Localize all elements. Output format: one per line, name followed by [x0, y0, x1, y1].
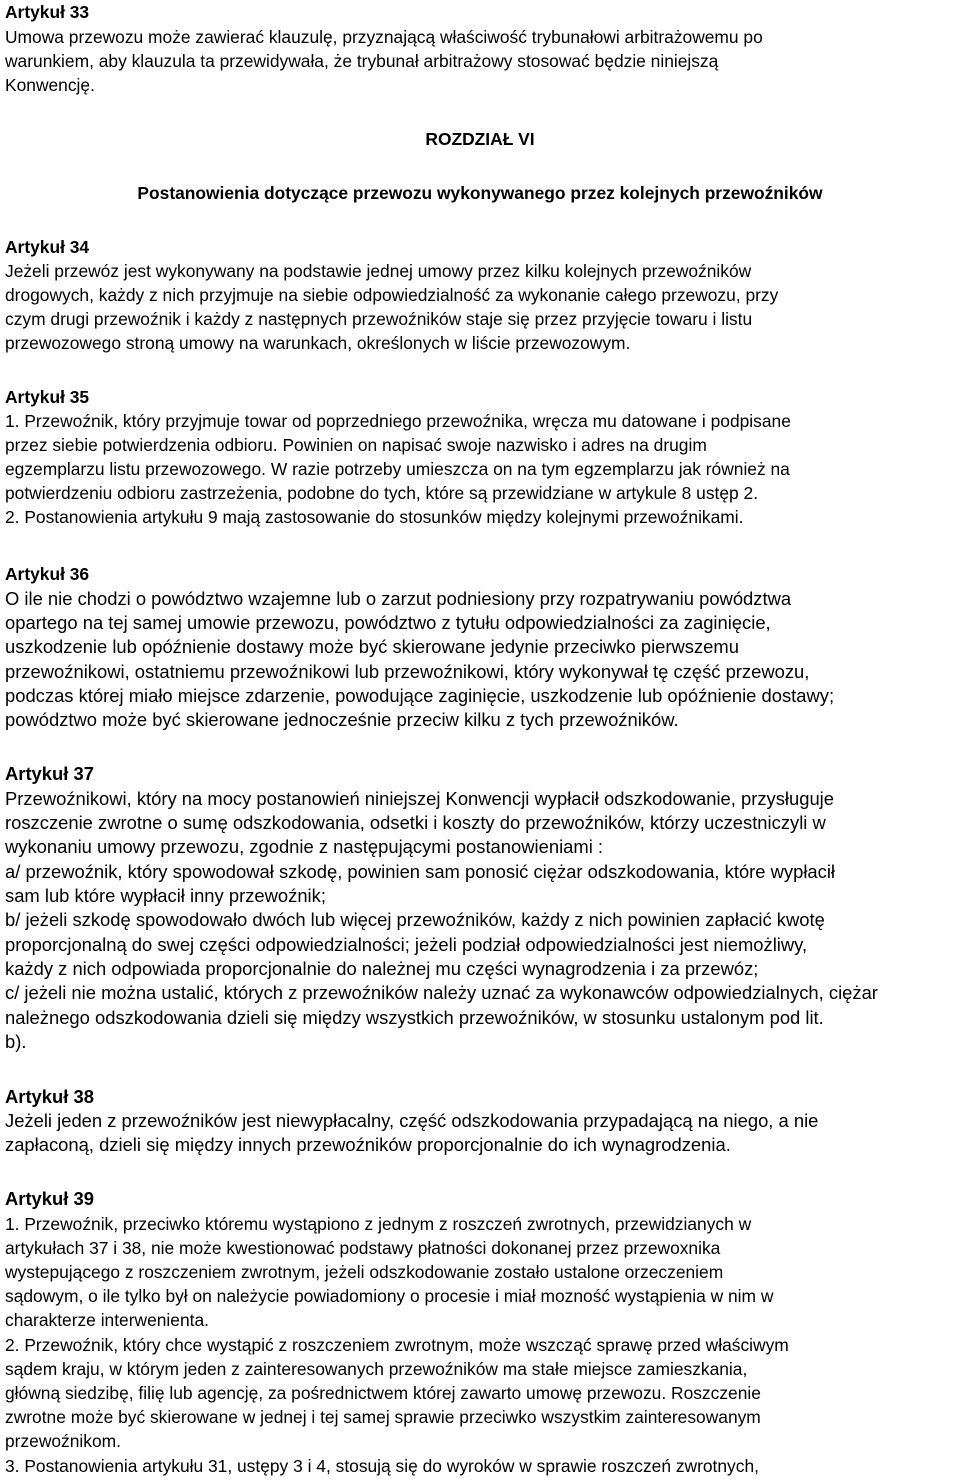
text-line: czym drugi przewoźnik i każdy z następnych przewoźników staje się przez przyjęcie towaru i listu [5, 309, 753, 329]
text-line: warunkiem, aby klauzula ta przewidywała, że trybunał arbitrażowy stosować będzie niniejszą [5, 51, 719, 71]
text-line: wykonaniu umowy przewozu, zgodnie z następującymi postanowieniami : [5, 836, 604, 857]
text-line: podczas której miało miejsce zdarzenie, powodujące zaginięcie, uszkodzenie lub opóźnienie dostawy; [5, 685, 835, 706]
text-line: uszkodzenie lub opóźnienie dostawy może być skierowane jedynie przeciwko pierwszemu [5, 636, 739, 657]
text-line: zwrotne może być skierowane w jednej i tej samej sprawie przeciwko wszystkim zainteresowanym [5, 1407, 761, 1427]
text-line: Jeżeli przewóz jest wykonywany na podstawie jednej umowy przez kilku kolejnych przewoźników [5, 261, 752, 281]
text-line: Umowa przewozu może zawierać klauzulę, przyznającą właściwość trybunałowi arbitrażowemu po [5, 27, 763, 47]
text-line: Jeżeli jeden z przewoźników jest niewypłacalny, część odszkodowania przypadającą na niego, a nie [5, 1110, 819, 1131]
article-34-heading: Artykuł 34 [5, 237, 90, 257]
article-33-heading: Artykuł 33 [5, 2, 90, 22]
text-line: przez siebie potwierdzenia odbioru. Powinien on napisać swoje nazwisko i adres na drugim [5, 435, 707, 455]
text-line: 3. Postanowienia artykułu 31, ustępy 3 i 4, stosują się do wyroków w sprawie roszczeń zwrotnych, [5, 1456, 759, 1476]
chapter-subheading: Postanowienia dotyczące przewozu wykonywanego przez kolejnych przewoźników [137, 183, 823, 203]
article-36-heading: Artykuł 36 [5, 564, 90, 584]
text-line: potwierdzeniu odbioru zastrzeżenia, podobne do tych, które są przewidziane w artykule 8 ustęp 2. [5, 483, 759, 503]
text-line: opartego na tej samej umowie przewozu, powództwo z tytułu odpowiedzialności za zaginięcie, [5, 612, 771, 633]
text-line: każdy z nich odpowiada proporcjonalnie do należnej mu części wynagrodzenia i za przewóz; [5, 958, 759, 979]
text-line: O ile nie chodzi o powództwo wzajemne lub o zarzut podniesiony przy rozpatrywaniu powództwa [5, 588, 792, 609]
text-line: b/ jeżeli szkodę spowodowało dwóch lub więcej przewoźników, każdy z nich powinien zapłacić kwotę [5, 909, 825, 930]
text-line: Przewoźnikowi, który na mocy postanowień niniejszej Konwencji wypłacił odszkodowanie, przysługuje [5, 788, 834, 809]
text-line: powództwo może być skierowane jednocześnie przeciw kilku z tych przewoźników. [5, 709, 679, 730]
text-line: 2. Przewoźnik, który chce wystąpić z roszczeniem zwrotnym, może wszcząć sprawę przed właściwym [5, 1335, 789, 1355]
text-line: artykułach 37 i 38, nie może kwestionować podstawy płatności dokonanej przez przewoxnika [5, 1238, 721, 1258]
text-line: 1. Przewoźnik, przeciwko któremu wystąpiono z jednym z roszczeń zwrotnych, przewidzianych w [5, 1214, 752, 1234]
text-line: przewozowego stroną umowy na warunkach, określonych w liście przewozowym. [5, 333, 631, 353]
text-line: 2. Postanowienia artykułu 9 mają zastosowanie do stosunków między kolejnymi przewoźnikami. [5, 507, 744, 527]
text-line: proporcjonalną do swej części odpowiedzialności; jeżeli podział odpowiedzialności jest niemożliwy, [5, 934, 808, 955]
text-line: b). [5, 1031, 27, 1052]
text-line: c/ jeżeli nie można ustalić, których z przewoźników należy uznać za wykonawców odpowiedzialnych, ciężar [5, 982, 878, 1003]
text-line: egzemplarzu listu przewozowego. W razie potrzeby umieszcza on na tym egzemplarzu jak również na [5, 459, 790, 479]
text-line: Konwencję. [5, 75, 95, 95]
text-line: sam lub które wypłacił inny przewoźnik; [5, 885, 326, 906]
text-line: charakterze interwenienta. [5, 1310, 209, 1330]
text-line: 1. Przewoźnik, który przyjmuje towar od poprzedniego przewoźnika, wręcza mu datowane i podpisane [5, 411, 791, 431]
article-38-heading: Artykuł 38 [5, 1086, 94, 1107]
article-37-heading: Artykuł 37 [5, 763, 94, 784]
text-line: zapłaconą, dzieli się między innych przewoźników proporcjonalnie do ich wynagrodzenia. [5, 1134, 731, 1155]
article-39-heading: Artykuł 39 [5, 1188, 94, 1209]
article-35-heading: Artykuł 35 [5, 387, 90, 407]
text-line: wystepującego z roszczeniem zwrotnym, jeżeli odszkodowanie zostało ustalone orzeczeniem [5, 1262, 724, 1282]
text-line: roszczenie zwrotne o sumę odszkodowania, odsetki i koszty do przewoźników, którzy uczestniczyli w [5, 812, 826, 833]
text-line: drogowych, każdy z nich przyjmuje na siebie odpowiedzialność za wykonanie całego przewozu, przy [5, 285, 779, 305]
text-line: główną siedzibę, filię lub agencję, za pośrednictwem której zawarto umowę przewozu. Roszczenie [5, 1383, 761, 1403]
chapter-heading: ROZDZIAŁ VI [425, 129, 535, 149]
text-line: przewoźnikom. [5, 1431, 121, 1451]
text-line: należnego odszkodowania dzieli się między wszystkich przewoźników, w stosunku ustalonym pod lit. [5, 1007, 824, 1028]
text-line: przewoźnikowi, ostatniemu przewoźnikowi lub przewoźnikowi, który wykonywał tę część przewozu, [5, 661, 810, 682]
text-line: sądem kraju, w którym jeden z zainteresowanych przewoźników ma stałe miejsce zamieszkania, [5, 1359, 748, 1379]
text-line: a/ przewoźnik, który spowodował szkodę, powinien sam ponosić ciężar odszkodowania, które wypłacił [5, 861, 836, 882]
text-line: sądowym, o ile tylko był on należycie powiadomiony o procesie i miał mozność wystąpienia w nim w [5, 1286, 774, 1306]
